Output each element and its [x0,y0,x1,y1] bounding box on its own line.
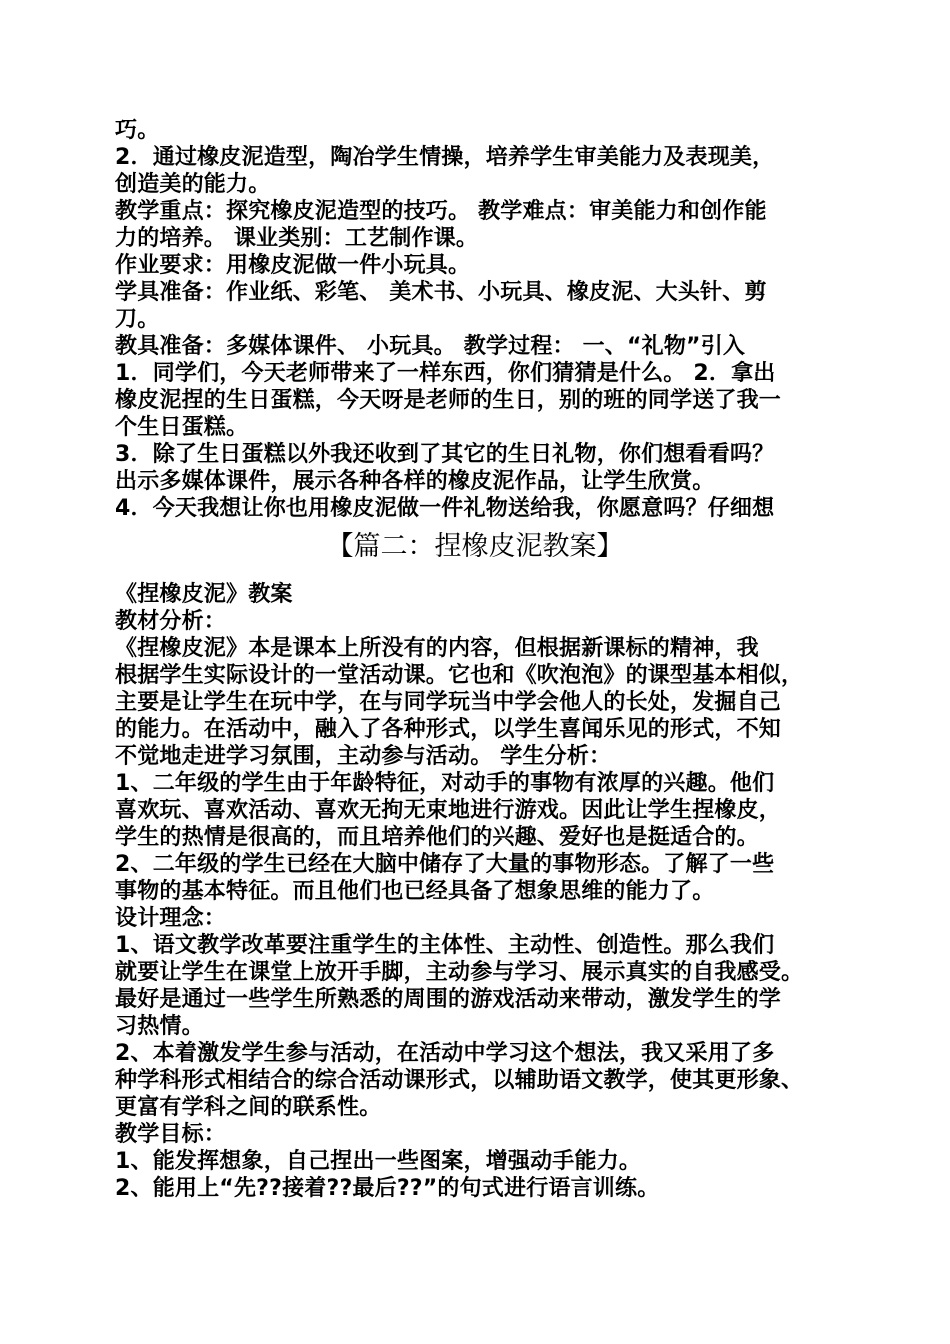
text-line: 不觉地走进学习氛围，主动参与活动。 学生分析： [115,744,612,769]
text-line: 个生日蛋糕。 [115,415,249,440]
text-line: 1．同学们，今天老师带来了一样东西，你们猜猜是什么。 2．拿出 [115,361,776,386]
text-line: 习热情。 [115,1014,204,1039]
lesson-plan-section-two [115,581,855,1202]
text-line: 学具准备：作业纸、彩笔、 美术书、小玩具、橡皮泥、大头针、剪 [115,280,767,305]
text-line: 主要是让学生在玩中学，在与同学玩当中学会他人的长处，发掘自己 [115,690,782,715]
text-line: 最好是通过一些学生所熟悉的周围的游戏活动来带动，激发学生的学 [115,987,782,1012]
text-line: 1、能发挥想象，自己捏出一些图案，增强动手能力。 [115,1149,642,1174]
text-line: 力的培养。 课业类别：工艺制作课。 [115,226,479,251]
text-line: 《捏橡皮泥》教案 [115,582,293,607]
lesson-plan-continued [115,117,855,522]
text-line: 教具准备：多媒体课件、 小玩具。 教学过程： 一、“礼物”引入 [115,334,746,359]
text-line: 橡皮泥捏的生日蛋糕，今天呀是老师的生日，别的班的同学送了我一 [115,388,782,413]
text-line: 教材分析： [115,609,227,634]
text-line: 就要让学生在课堂上放开手脚，主动参与学习、展示真实的自我感受。 [115,960,804,985]
text-line: 作业要求：用橡皮泥做一件小玩具。 [115,253,471,278]
text-line: 教学目标： [115,1122,227,1147]
text-line: 刀。 [115,307,160,332]
text-line: 事物的基本特征。而且他们也已经具备了想象思维的能力了。 [115,879,715,904]
text-line: 的能力。在活动中，融入了各种形式，以学生喜闻乐见的形式，不知 [115,717,782,742]
text-line: 《捏橡皮泥》本是课本上所没有的内容，但根据新课标的精神，我 [115,636,759,661]
text-line: 2．通过橡皮泥造型，陶冶学生情操，培养学生审美能力及表现美， [115,145,775,170]
text-line: 创造美的能力。 [115,172,271,197]
text-line: 2、二年级的学生已经在大脑中储存了大量的事物形态。了解了一些 [115,852,775,877]
text-line: 出示多媒体课件，展示各种各样的橡皮泥作品，让学生欣赏。 [115,469,715,494]
text-line: 种学科形式相结合的综合活动课形式，以辅助语文教学，使其更形象、 [115,1068,804,1093]
text-line: 喜欢玩、喜欢活动、喜欢无拘无束地进行游戏。因此让学生捏橡皮， [115,798,782,823]
text-line: 2、本着激发学生参与活动，在活动中学习这个想法，我又采用了多 [115,1041,775,1066]
section-heading: 【篇二：捏橡皮泥教案】 [326,531,624,562]
text-line: 1、语文教学改革要注重学生的主体性、主动性、创造性。那么我们 [115,933,775,958]
text-line: 更富有学科之间的联系性。 [115,1095,382,1120]
text-line: 学生的热情是很高的，而且培养他们的兴趣、爱好也是挺适合的。 [115,825,759,850]
text-line: 3．除了生日蛋糕以外我还收到了其它的生日礼物，你们想看看吗？ [115,442,775,467]
text-line: 根据学生实际设计的一堂活动课。它也和《吹泡泡》的课型基本相似， [115,663,804,688]
text-line: 1、二年级的学生由于年龄特征，对动手的事物有浓厚的兴趣。他们 [115,771,775,796]
text-line: 4．今天我想让你也用橡皮泥做一件礼物送给我，你愿意吗？仔细想 [115,496,775,521]
text-line: 巧。 [115,118,160,143]
text-line: 教学重点：探究橡皮泥造型的技巧。 教学难点：审美能力和创作能 [115,199,767,224]
text-line: 设计理念： [115,906,227,931]
text-line: 2、能用上“先??接着??最后??”的句式进行语言训练。 [115,1176,660,1201]
